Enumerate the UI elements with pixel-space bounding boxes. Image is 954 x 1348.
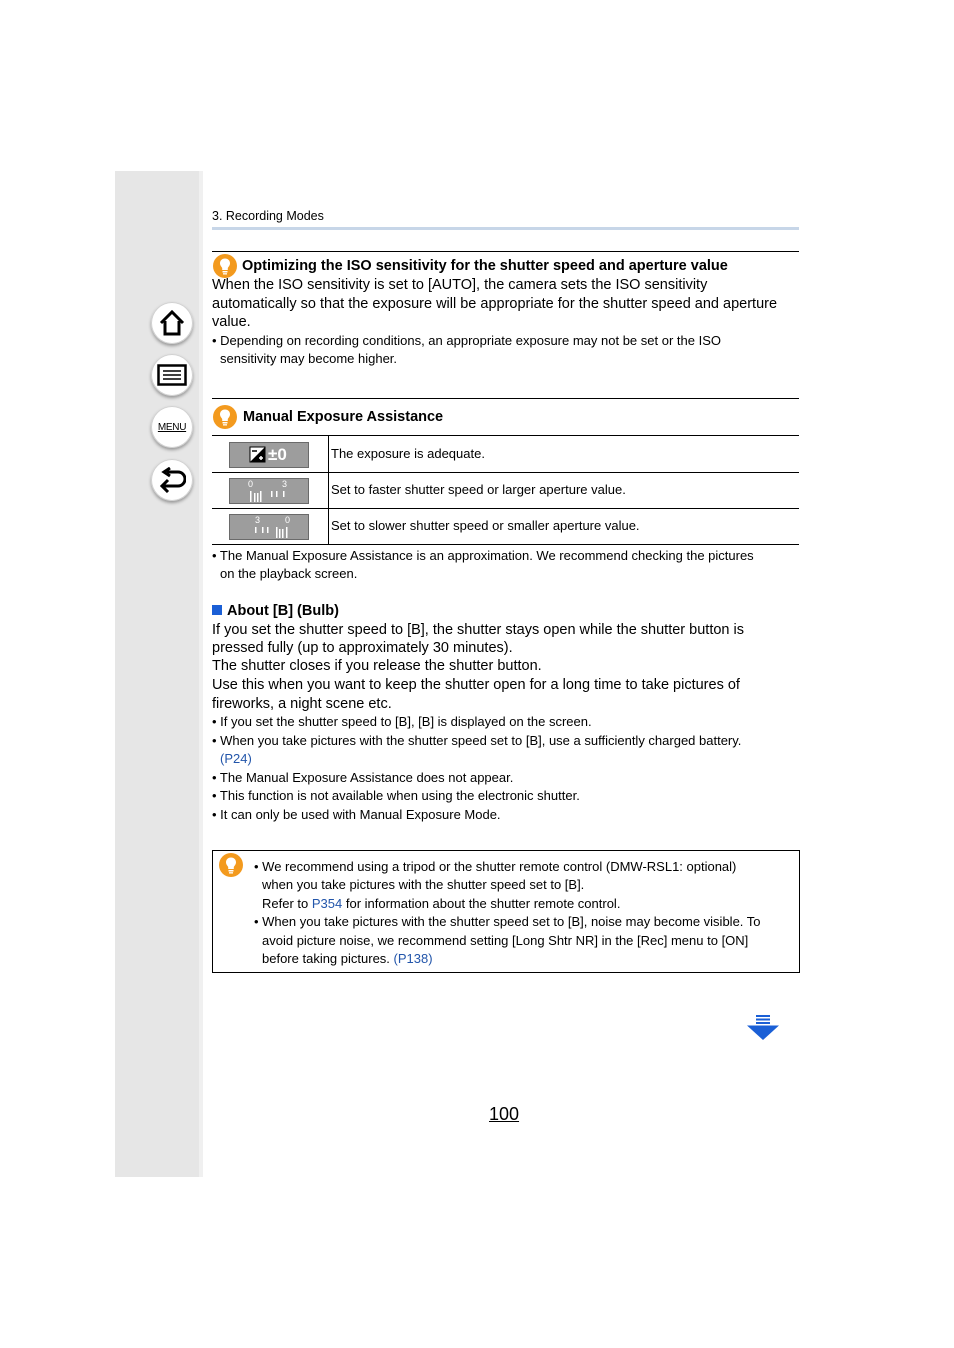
table-row-description: The exposure is adequate. bbox=[331, 446, 485, 461]
menu-button[interactable] bbox=[151, 406, 193, 448]
scale-label-left: 0 bbox=[248, 479, 254, 489]
back-arrow-icon bbox=[158, 467, 186, 493]
note-refer-prefix: Refer to bbox=[262, 896, 312, 911]
p138-link[interactable]: (P138) bbox=[393, 951, 433, 966]
tip-lightbulb-icon bbox=[213, 405, 237, 429]
menu-label: MENU bbox=[157, 421, 187, 433]
divider bbox=[212, 251, 799, 252]
bulb-body-line: Use this when you want to keep the shutter open for a long time to take pictures of bbox=[212, 677, 740, 693]
contents-button[interactable] bbox=[151, 354, 193, 396]
note-bullet-cont: avoid picture noise, we recommend setting [Long Shtr NR] in the [Rec] menu to [ON] bbox=[262, 933, 749, 948]
bulb-title: About [B] (Bulb) bbox=[227, 603, 339, 619]
tip2-note-cont: on the playback screen. bbox=[220, 566, 358, 581]
table-icon-cell bbox=[212, 436, 329, 472]
next-page-arrow-icon[interactable] bbox=[747, 1015, 779, 1041]
exposure-scale-icon bbox=[229, 478, 309, 504]
tip-lightbulb-icon bbox=[219, 853, 243, 877]
tip2-note: • The Manual Exposure Assistance is an approximation. We recommend checking the pictures bbox=[212, 548, 754, 563]
bulb-heading bbox=[212, 603, 339, 619]
home-icon bbox=[158, 309, 186, 337]
tip1-title: Optimizing the ISO sensitivity for the shutter speed and aperture value bbox=[242, 258, 728, 274]
note-bullet-cont bbox=[262, 951, 433, 966]
scale-label-right: 0 bbox=[285, 515, 291, 525]
bulb-body-line: The shutter closes if you release the shutter button. bbox=[212, 658, 542, 674]
blue-square-icon bbox=[212, 605, 222, 615]
table-row-description: Set to faster shutter speed or larger aperture value. bbox=[331, 482, 626, 497]
tip2-title: Manual Exposure Assistance bbox=[243, 409, 444, 425]
section-rule bbox=[212, 227, 799, 230]
note-bullet-cont: when you take pictures with the shutter speed set to [B]. bbox=[262, 877, 585, 892]
note-refer-suffix: for information about the shutter remote control. bbox=[342, 896, 621, 911]
note-refer-line bbox=[262, 896, 620, 911]
back-button[interactable] bbox=[151, 459, 193, 501]
bulb-bullet: • It can only be used with Manual Exposure Mode. bbox=[212, 807, 501, 822]
exposure-value: ±0 bbox=[268, 445, 287, 464]
tip1-body-line: When the ISO sensitivity is set to [AUTO], the camera sets the ISO sensitivity bbox=[212, 277, 708, 293]
note-bullet: • We recommend using a tripod or the shutter remote control (DMW-RSL1: optional) bbox=[254, 859, 737, 874]
p24-link[interactable]: (P24) bbox=[220, 751, 252, 766]
table-row bbox=[212, 472, 799, 509]
scale-label-right: 3 bbox=[282, 479, 288, 489]
exposure-indicator-icon bbox=[229, 442, 309, 468]
bulb-body-line: pressed fully (up to approximately 30 minutes). bbox=[212, 640, 513, 656]
divider bbox=[212, 398, 799, 399]
bulb-bullet: • When you take pictures with the shutter speed set to [B], use a sufficiently charged battery. bbox=[212, 733, 742, 748]
tip-lightbulb-icon bbox=[213, 254, 237, 278]
table-row bbox=[212, 508, 799, 545]
section-label: 3. Recording Modes bbox=[212, 209, 324, 223]
bulb-body-line: fireworks, a night scene etc. bbox=[212, 696, 392, 712]
tip1-body-line: automatically so that the exposure will be appropriate for the shutter speed and aperture bbox=[212, 296, 778, 312]
table-icon-cell bbox=[212, 508, 329, 544]
note-bullet: • When you take pictures with the shutter speed set to [B], noise may become visible. To bbox=[254, 914, 761, 929]
table-row-description: Set to slower shutter speed or smaller aperture value. bbox=[331, 518, 640, 533]
bulb-bullet: • This function is not available when using the electronic shutter. bbox=[212, 788, 580, 803]
p354-link[interactable]: P354 bbox=[311, 896, 343, 911]
tip1-bullet: • Depending on recording conditions, an appropriate exposure may not be set or the ISO bbox=[212, 333, 721, 348]
list-icon bbox=[157, 364, 187, 386]
bulb-body-line: If you set the shutter speed to [B], the shutter stays open while the shutter button is bbox=[212, 622, 744, 638]
page-number: 100 bbox=[489, 1104, 520, 1124]
exposure-scale-icon bbox=[229, 514, 309, 540]
scale-label-left: 3 bbox=[255, 515, 261, 525]
table-row bbox=[212, 436, 799, 473]
tip1-bullet-cont: sensitivity may become higher. bbox=[220, 351, 398, 366]
home-button[interactable] bbox=[151, 302, 193, 344]
table-icon-cell bbox=[212, 472, 329, 508]
bulb-bullet: • If you set the shutter speed to [B], [B] is displayed on the screen. bbox=[212, 714, 592, 729]
note-last-prefix: before taking pictures. bbox=[262, 951, 394, 966]
bulb-bullet: • The Manual Exposure Assistance does not appear. bbox=[212, 770, 514, 785]
tip1-body-line: value. bbox=[212, 314, 251, 330]
